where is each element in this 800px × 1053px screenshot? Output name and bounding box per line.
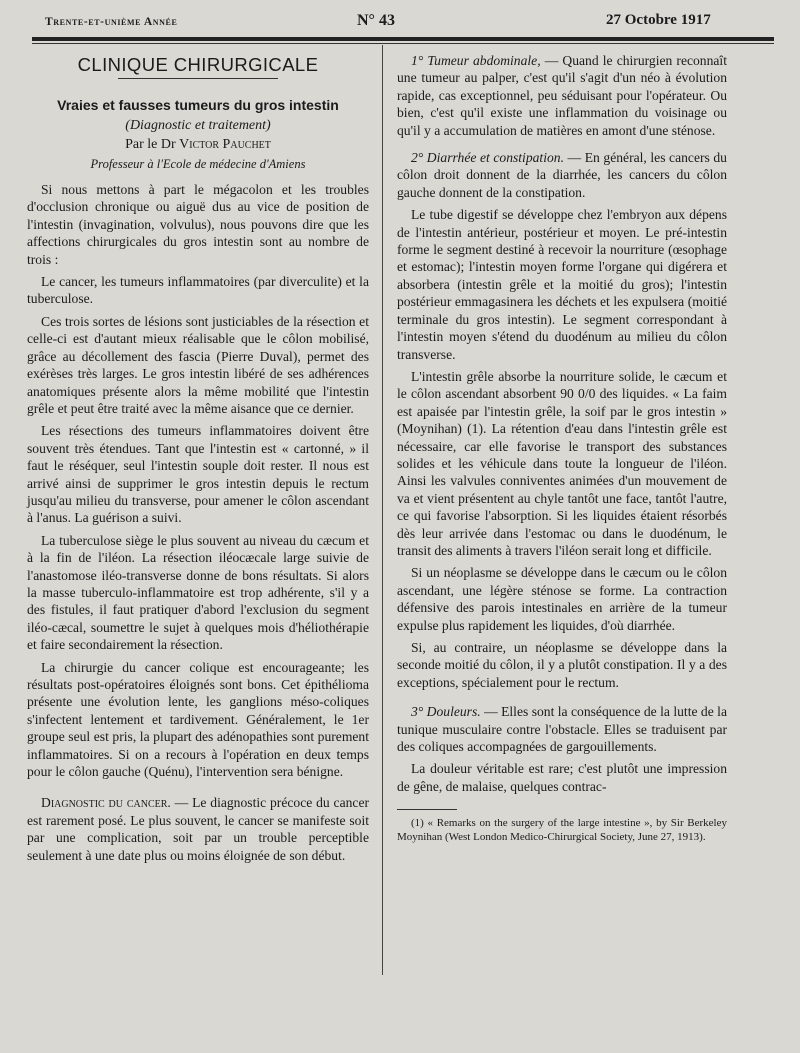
paragraph: Si un néoplasme se développe dans le cæcum ou le côlon ascendant, une légère sténose se forme. La contraction défensive des parois intestinales en arrière de la tumeur expulse plus rapidement les liquides, d'où diarrhée. xyxy=(397,565,727,633)
paragraph-lead: 2° Diarrhée et constipation. xyxy=(411,150,564,166)
footnote-rule xyxy=(397,809,457,810)
paragraph: Le tube digestif se développe chez l'embryon aux dépens de l'intestin antérieur, postérieur et moyen. Le pré-intestin forme le segment destiné à recevoir la nourriture (œsophage et estomac); l'intestin moyen forme l'organe qui digérera et absorbera (intestin grêle et la moitié du gros); l'intestin postérieur emmagasinera les déchets et les expulsera (moitié terminale du gros intestin). Le segment correspondant à l'intestin moyen s'étend du duodénum au milieu du côlon transverse. xyxy=(397,207,727,362)
paragraph: La douleur véritable est rare; c'est plutôt une impression de gêne, de malaise, quelques contrac- xyxy=(397,761,727,794)
paragraph: La chirurgie du cancer colique est encourageante; les résultats post-opératoires éloignés sont bons. Cet épithélioma présente une évolution lente, les ganglions méso-coliques s'infectent lentement et tardivement. Généralement, le 1er groupe seul est pris, la plupart des adénopathies sont purement inflammatoires. Si on a recours à l'opération en deux temps pour le côlon gauche (Quénu), l'intervention sera bénigne. xyxy=(27,659,369,780)
paragraph: Si, au contraire, un néoplasme se développe dans la seconde moitié du côlon, il y a plutôt constipation. Il y a des exceptions, spécialement pour le rectum. xyxy=(397,640,727,690)
paragraph xyxy=(397,703,727,755)
masthead-volume: Trente-et-unième Année xyxy=(45,16,178,28)
paragraph: Si nous mettons à part le mégacolon et les troubles d'occlusion chronique ou aiguë dus au vice de position de l'intestin (invagination, volvulus), nous pouvons dire que les affections chirurgicales du gros intestin sont au nombre de trois : xyxy=(27,182,369,267)
paragraph xyxy=(397,52,727,139)
right-column xyxy=(397,52,727,844)
paragraph-lead: 3° Douleurs. xyxy=(411,704,481,720)
paragraph: Le cancer, les tumeurs inflammatoires (par diverculite) et la tuberculose. xyxy=(27,274,369,307)
masthead-rule-thick xyxy=(32,37,774,41)
paragraph xyxy=(27,794,369,864)
article-subtitle: (Diagnostic et traitement) xyxy=(125,117,271,133)
masthead-rule-thin xyxy=(32,43,774,44)
article-title: Vraies et fausses tumeurs du gros intestin xyxy=(57,97,339,114)
author-affiliation: Professeur à l'Ecole de médecine d'Amiens xyxy=(90,156,306,171)
paragraph: Les résections des tumeurs inflammatoires doivent être souvent très étendues. Tant que l'intestin est « cartonné, » il faut le réséquer, seul l'intestin souple doit rester. Il nous est arrivé ainsi de supprimer le gros intestin depuis le rectum jusqu'au milieu du transverse, pour amener le côlon ascendant à l'anus. La guérison a suivi. xyxy=(27,423,369,526)
masthead xyxy=(0,10,800,36)
left-column xyxy=(27,52,369,869)
column-divider xyxy=(382,45,383,975)
paragraph-body: — Le diagnostic précoce du cancer est rarement posé. Le plus souvent, le cancer se manifeste soit par une complication, soit par un trouble perceptible seulement à une date plus ou moins éloignée de son début. xyxy=(27,795,369,863)
paragraph xyxy=(397,149,727,201)
masthead-date: 27 Octobre 1917 xyxy=(606,12,711,28)
article-author xyxy=(27,136,369,153)
paragraph: Ces trois sortes de lésions sont justiciables de la résection et celle-ci est d'autant mieux réalisable que le côlon mobilisé, grâce au décollement des fascia (Pierre Duval), permet des exérèses très larges. Le gros intestin libéré de ses adhérences anatomiques présente alors la même mobilité que l'intestin grêle et peut être traité avec la même aisance que ce dernier. xyxy=(27,313,369,416)
paragraph: La tuberculose siège le plus souvent au niveau du cæcum et à la fin de l'iléon. La résection iléocæcale large suivie de l'anastomose iléo-transverse donne de bons résultats. Si alors la masse tuberculo-inflammatoire est trop adhérente, s'il y a des fistules, il faut pratiquer d'abord l'exclusion du segment iléo-cæcal, soumettre le sujet à quelques mois d'héliothérapie et faire secondairement la résection. xyxy=(27,532,369,653)
author-name: Victor Pauchet xyxy=(179,137,271,153)
section-rule xyxy=(118,78,278,79)
paragraph-lead: 1° Tumeur abdominale, xyxy=(411,53,541,68)
author-prefix: Par le Dr xyxy=(125,137,176,153)
section-title: CLINIQUE CHIRURGICALE xyxy=(77,54,319,75)
masthead-issue-number: N° 43 xyxy=(357,12,395,29)
footnote: (1) « Remarks on the surgery of the large intestine », by Sir Berkeley Moynihan (West London Medico-Chirurgical Society, June 27, 1913). xyxy=(397,817,727,844)
paragraph-body: — En général, les cancers du côlon droit donnent de la diarrhée, les cancers du côlon gauche donnent de la constipation. xyxy=(397,150,727,200)
paragraph-lead: Diagnostic du cancer. xyxy=(41,795,171,811)
paragraph-body: — Quand le chirurgien reconnaît une tumeur au palper, c'est qu'il s'agit d'un néo à évolution rapide, cas exceptionnel, peu séduisant pour l'opérateur. Ou bien, c'est qu'il existe une inflammation du voisinage ou qu'il y a accumulation de matières en amont d'une sténose. xyxy=(397,53,727,138)
paragraph-body: — Elles sont la conséquence de la lutte de la tunique musculaire contre l'obstacle. Elles se traduisent par des coliques accompagnées de gargouillements. xyxy=(397,704,727,755)
paragraph: L'intestin grêle absorbe la nourriture solide, le cæcum et le côlon ascendant absorbent 90 0/0 des liquides. « La faim est apaisée par l'intestin grêle, la soif par le gros intestin » (Moynihan) (1). La rétention d'eau dans l'intestin grêle est nécessaire, car elle favorise le transport des substances solides et les véhicule dans toute la longueur de l'iléon. Ainsi les valvules conniventes animées d'un mouvement de va et vient présentent au chyle tantôt une face, tantôt l'autre, ce qui favorise l'absorption. Si les liquides étaient résorbés dès leur arrivée dans l'estomac ou dans le duodénum, le transit des aliments à travers l'iléon serait long et difficile. xyxy=(397,368,727,558)
